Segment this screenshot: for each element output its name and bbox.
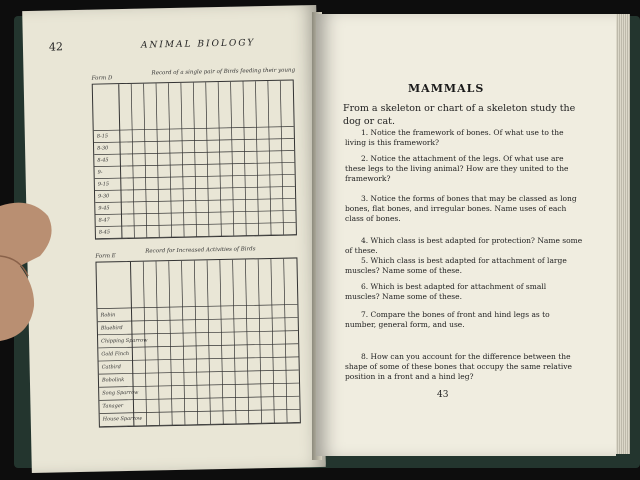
- grid-line: [181, 83, 184, 237]
- grid-line: [143, 262, 146, 426]
- grid-line: [130, 262, 133, 426]
- form-a-table: [92, 79, 297, 239]
- grid-line: [96, 234, 296, 238]
- question-2: 2. Notice the attachment of the legs. Of what use are these legs to the living animal? How are they united to the framework?: [345, 154, 569, 183]
- grid-line: [268, 81, 271, 235]
- grid-line: [220, 260, 223, 424]
- table-row-label: 9-15: [97, 181, 110, 188]
- grid-line: [98, 331, 298, 335]
- question-3: 3. Notice the forms of bones that may be classed as long bones, flat bones, and irregular bones. Name uses of each class of bones.: [345, 194, 577, 223]
- form-a-label: Form D: [91, 75, 113, 82]
- table-row-label: Chipping Sparrow: [101, 337, 148, 345]
- grid-line: [193, 83, 196, 237]
- table-row-label: 9-30: [98, 193, 110, 200]
- question-8: 8. How can you account for the difference between the shape of some of these bones that occupy the same relative position in a front and a hind leg?: [345, 352, 572, 381]
- form-b-label: Form E: [95, 253, 116, 260]
- grid-line: [206, 82, 209, 236]
- grid-line: [95, 174, 295, 178]
- question-1: 1. Notice the framework of bones. Of what use to the living is this framework?: [345, 128, 564, 147]
- grid-line: [194, 261, 197, 425]
- grid-line: [218, 82, 221, 236]
- grid-line: [95, 210, 295, 214]
- grid-line: [144, 84, 147, 238]
- grid-line: [233, 260, 236, 424]
- form-b-table: [95, 257, 300, 427]
- form-b-header: Record for Increased Activities of Birds: [145, 246, 256, 255]
- grid-line: [96, 222, 296, 226]
- right-page-number: 43: [437, 390, 449, 400]
- grid-line: [271, 259, 274, 423]
- table-row-label: House Sparrow: [102, 416, 143, 423]
- grid-line: [280, 81, 283, 235]
- tableA-grid: [93, 80, 296, 238]
- table-row-label: Gold Finch: [101, 350, 130, 358]
- right-page: [316, 14, 616, 456]
- grid-line: [97, 304, 297, 308]
- grid-line: [131, 84, 134, 238]
- grid-line: [94, 126, 294, 130]
- grid-line: [168, 83, 171, 237]
- grid-line: [119, 84, 122, 238]
- table-row-label: Song Sparrow: [102, 389, 139, 397]
- grid-line: [207, 260, 210, 424]
- hand-thumb: [0, 196, 60, 346]
- grid-line: [98, 318, 298, 322]
- grid-line: [99, 370, 299, 374]
- left-page-number: 42: [48, 40, 64, 54]
- grid-line: [156, 83, 159, 237]
- grid-line: [231, 82, 234, 236]
- question-7: 7. Compare the bones of front and hind legs as to number, general form, and use.: [345, 310, 550, 329]
- table-row-label: 9-: [97, 169, 103, 176]
- running-head: ANIMAL BIOLOGY: [140, 38, 256, 51]
- grid-line: [100, 422, 300, 426]
- table-row-label: 8-30: [97, 145, 109, 152]
- grid-line: [182, 261, 185, 425]
- table-row-label: Bluebird: [100, 324, 123, 332]
- table-row-label: 8-45: [98, 229, 111, 236]
- grid-line: [169, 261, 172, 425]
- table-row-label: Tanager: [102, 403, 124, 410]
- grid-line: [99, 396, 299, 400]
- grid-line: [156, 261, 159, 425]
- grid-line: [284, 259, 287, 423]
- table-row-label: 8-45: [97, 157, 109, 164]
- grid-line: [98, 344, 298, 348]
- table-row-label: 8-15: [96, 133, 109, 140]
- table-row-label: Robin: [100, 311, 116, 319]
- intro-text: From a skeleton or chart of a skeleton study the dog or cat.: [343, 103, 576, 127]
- grid-line: [94, 162, 294, 166]
- grid-line: [100, 409, 300, 413]
- grid-line: [258, 259, 261, 423]
- section-title: MAMMALS: [408, 82, 485, 95]
- grid-line: [99, 383, 299, 387]
- table-row-label: 9-45: [98, 205, 110, 212]
- grid-line: [94, 138, 294, 142]
- grid-line: [94, 150, 294, 154]
- page-edges: [616, 14, 630, 454]
- grid-line: [95, 186, 295, 190]
- question-6: 6. Which is best adapted for attachment of small muscles? Name some of these.: [345, 282, 547, 301]
- grid-line: [245, 260, 248, 424]
- grid-line: [95, 198, 295, 202]
- table-row-label: Bobolink: [101, 377, 125, 384]
- question-4: 4. Which class is best adapted for protection? Name some of these.: [345, 236, 583, 255]
- grid-line: [255, 81, 258, 235]
- form-a-header: Record of a single pair of Birds feeding their young: [151, 67, 296, 77]
- table-row-label: 8-47: [98, 217, 110, 224]
- grid-line: [99, 357, 299, 361]
- table-row-label: Catbird: [101, 364, 121, 371]
- grid-line: [243, 82, 246, 236]
- left-page: [22, 5, 326, 473]
- question-5: 5. Which class is best adapted for attachment of large muscles? Name some of these.: [345, 256, 567, 275]
